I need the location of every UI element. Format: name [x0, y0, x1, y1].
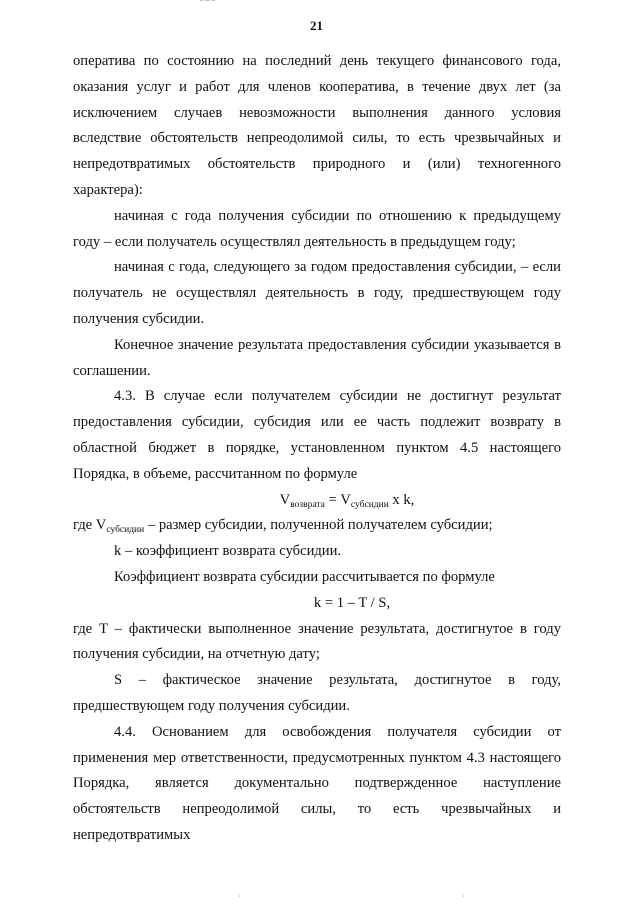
formula-sub-vozvrata: возврата — [290, 499, 325, 510]
paragraph-condition-1: начиная с года получения субсидии по отношению к предыдущему году – если получатель осуществлял деятельность в предыдущем году; — [73, 207, 561, 250]
definition-v-subsidii — [73, 513, 561, 539]
formula-return-volume — [73, 488, 561, 514]
formula-tail: x k, — [388, 491, 415, 508]
page-number: 21 — [310, 18, 323, 33]
formula-eq: = — [324, 491, 341, 508]
paragraph-k-intro: Коэффициент возврата субсидии рассчитывается по формуле — [114, 568, 495, 585]
paragraph-4-4: 4.4. Основанием для освобождения получателя субсидии от применения мер ответственности, предусмотренных пунктом 4.3 настоящего Порядка, является документально подтвержденное наступление обстоятельств непреодолимой силы, то есть чрезвычайных и непредотвратимых — [73, 723, 561, 843]
scan-artifact-bottom-right: · — [462, 892, 465, 901]
paragraph-condition-2: начиная с года, следующего за годом предоставления субсидии, – если получатель не осуществлял деятельность в году, предшествующем году получения субсидии. — [73, 259, 561, 327]
formula-sub-subsidii: субсидии — [350, 499, 389, 510]
paragraph-4-3: 4.3. В случае если получателем субсидии не достигнут результат предоставления субсидии, субсидия или ее часть подлежит возврату в областной бюджет в порядке, установленном пунктом 4.5 настоящего Порядка, в объеме, рассчитанном по формуле — [73, 388, 561, 482]
definition-t: где T – фактически выполненное значение результата, достигнутое в году получения субсидии, на отчетную дату; — [73, 620, 561, 663]
document-body — [73, 49, 561, 849]
scan-artifact-top: ‾ ‾‾ ‾ — [200, 0, 215, 9]
paragraph-continuation: оператива по состоянию на последний день текущего финансового года, оказания услуг и работ для членов кооператива, в течение двух лет (за исключением случаев невозможности выполнения данного условия вследствие обстоятельств непреодолимой силы, то есть чрезвычайных и непредотвратимых обстоятельств природного и (или) техногенного характера): — [73, 53, 561, 198]
formula-k: k = 1 – T / S, — [313, 594, 391, 611]
definition-k: k – коэффициент возврата субсидии. — [114, 543, 342, 560]
formula-v: V — [279, 491, 291, 508]
paragraph-final-value: Конечное значение результата предоставления субсидии указывается в соглашении. — [73, 336, 561, 379]
formula-v2: V — [340, 491, 351, 508]
scan-artifact-bottom-left: · — [238, 892, 241, 901]
where-text: – размер субсидии, полученной получателем субсидии; — [144, 517, 493, 534]
definition-s: S – фактическое значение результата, достигнутое в году, предшествующем году получения субсидии. — [73, 672, 561, 714]
where-prefix: где V — [73, 517, 107, 534]
where-sub: субсидии — [106, 525, 145, 536]
